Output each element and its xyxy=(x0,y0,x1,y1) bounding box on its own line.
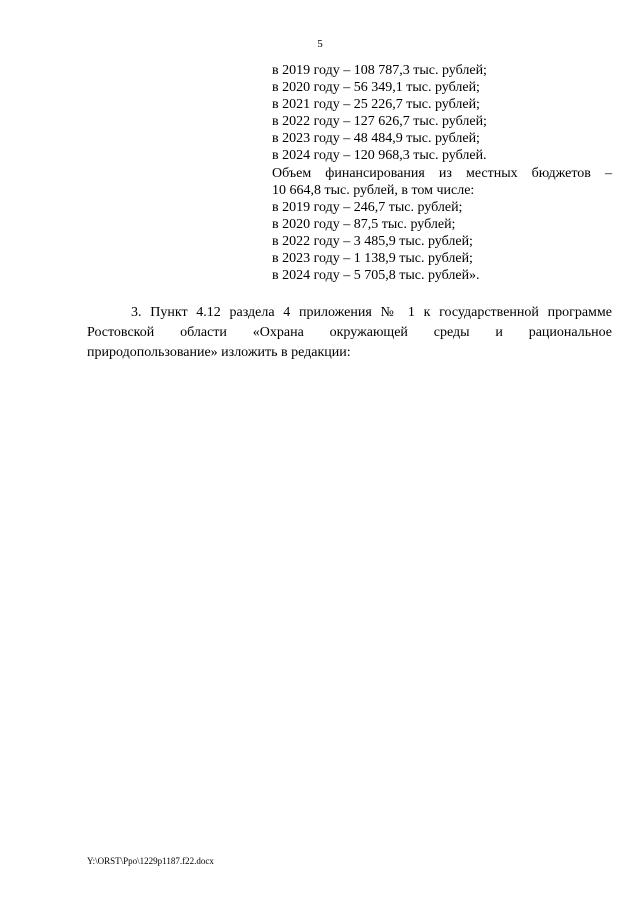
regional-funding-line: в 2019 году – 108 787,3 тыс. рублей; xyxy=(272,63,487,78)
paragraph-line: 3. Пункт 4.12 раздела 4 приложения № 1 к государственной программе xyxy=(131,305,612,320)
regional-funding-line: в 2023 году – 48 484,9 тыс. рублей; xyxy=(272,131,480,147)
regional-funding-line: в 2021 году – 25 226,7 тыс. рублей; xyxy=(272,97,480,113)
funding-block xyxy=(272,62,612,284)
regional-funding-line: в 2020 году – 56 349,1 тыс. рублей; xyxy=(272,80,480,96)
local-funding-line: в 2023 году – 1 138,9 тыс. рублей; xyxy=(272,251,473,267)
footer-file-path: Y:\ORST\Ppo\1229p1187.f22.docx xyxy=(87,856,214,866)
paragraph-line: Ростовской области «Охрана окружающей среды и рациональное xyxy=(87,325,612,340)
local-funding-line: в 2024 году – 5 705,8 тыс. рублей». xyxy=(272,268,480,284)
local-funding-line: в 2022 году – 3 485,9 тыс. рублей; xyxy=(272,233,473,249)
item-3-paragraph xyxy=(87,303,612,363)
page-number: 5 xyxy=(317,38,323,50)
regional-funding-line: в 2022 году – 127 626,7 тыс. рублей; xyxy=(272,114,487,130)
local-funding-total: 10 664,8 тыс. рублей, в том числе: xyxy=(272,182,475,198)
local-funding-intro: Объем финансирования из местных бюджетов – xyxy=(272,165,612,181)
local-funding-line: в 2020 году – 87,5 тыс. рублей; xyxy=(272,216,456,232)
local-funding-line: в 2019 году – 246,7 тыс. рублей; xyxy=(272,199,463,215)
regional-funding-line: в 2024 году – 120 968,3 тыс. рублей. xyxy=(272,148,487,164)
paragraph-line: природопользование» изложить в редакции: xyxy=(87,345,351,360)
